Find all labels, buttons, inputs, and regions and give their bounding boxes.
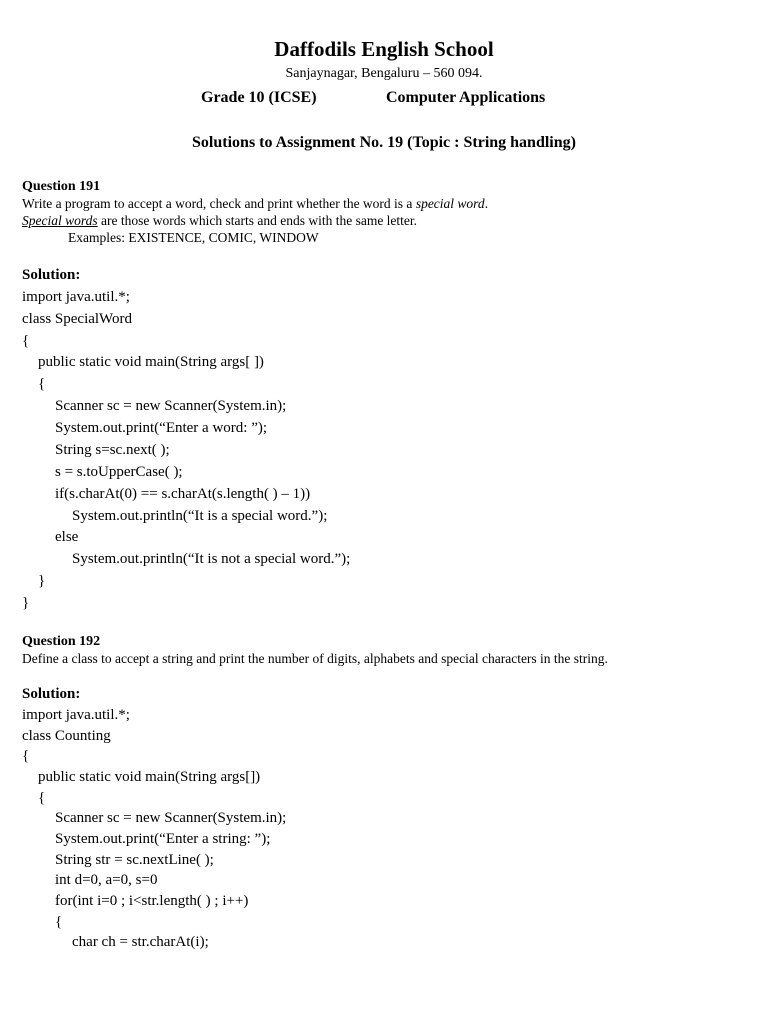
code-line: for(int i=0 ; i<str.length( ) ; i++) bbox=[55, 893, 249, 909]
code-line: Scanner sc = new Scanner(System.in); bbox=[55, 398, 287, 414]
code-line: public static void main(String args[ ]) bbox=[38, 354, 264, 370]
code-line: else bbox=[55, 529, 79, 545]
code-line: if(s.charAt(0) == s.charAt(s.length( ) – 1)) bbox=[55, 486, 311, 502]
code-line: { bbox=[22, 333, 30, 349]
question-191-line-2 bbox=[22, 213, 417, 229]
grade-label: Grade 10 (ICSE) bbox=[201, 89, 317, 106]
code-line: } bbox=[38, 573, 46, 589]
code-line: System.out.println(“It is a special word.”); bbox=[72, 508, 328, 524]
assignment-title: Solutions to Assignment No. 19 (Topic : String handling) bbox=[192, 134, 576, 151]
code-line: char ch = str.charAt(i); bbox=[72, 934, 209, 950]
code-line: int d=0, a=0, s=0 bbox=[55, 872, 158, 888]
code-line: { bbox=[38, 376, 46, 392]
code-line: import java.util.*; bbox=[22, 707, 130, 723]
question-191-heading: Question 191 bbox=[22, 179, 101, 194]
code-line: String s=sc.next( ); bbox=[55, 442, 170, 458]
q191-text: Write a program to accept a word, check and print whether the word is a bbox=[22, 196, 416, 211]
question-192-text: Define a class to accept a string and print the number of digits, alphabets and special characters in the string. bbox=[22, 651, 608, 666]
question-191-examples: Examples: EXISTENCE, COMIC, WINDOW bbox=[68, 230, 319, 245]
code-line: class SpecialWord bbox=[22, 311, 133, 327]
subject-label: Computer Applications bbox=[386, 89, 546, 106]
code-line: class Counting bbox=[22, 728, 111, 744]
code-line: System.out.print(“Enter a string: ”); bbox=[55, 831, 271, 847]
code-line: public static void main(String args[]) bbox=[38, 769, 261, 785]
solution-192-label: Solution: bbox=[22, 686, 81, 702]
school-address: Sanjaynagar, Bengaluru – 560 094. bbox=[285, 66, 483, 81]
code-line: s = s.toUpperCase( ); bbox=[55, 464, 183, 480]
solution-191-label: Solution: bbox=[22, 267, 81, 283]
code-line: String str = sc.nextLine( ); bbox=[55, 852, 214, 868]
question-192-heading: Question 192 bbox=[22, 634, 101, 649]
q191-period: . bbox=[484, 196, 489, 211]
code-line: { bbox=[55, 914, 63, 930]
code-line: System.out.println(“It is not a special word.”); bbox=[72, 551, 351, 567]
code-line: Scanner sc = new Scanner(System.in); bbox=[55, 810, 287, 826]
code-line: { bbox=[38, 790, 46, 806]
school-name: Daffodils English School bbox=[274, 37, 494, 61]
q191-definition-term: Special words bbox=[22, 213, 98, 228]
code-line: } bbox=[22, 595, 30, 611]
code-line: System.out.print(“Enter a word: ”); bbox=[55, 420, 268, 436]
q191-term: special word bbox=[415, 196, 485, 211]
question-191-line-1 bbox=[22, 196, 488, 212]
code-line: import java.util.*; bbox=[22, 289, 130, 305]
code-line: { bbox=[22, 748, 30, 764]
q191-definition: are those words which starts and ends with the same letter. bbox=[97, 213, 418, 228]
